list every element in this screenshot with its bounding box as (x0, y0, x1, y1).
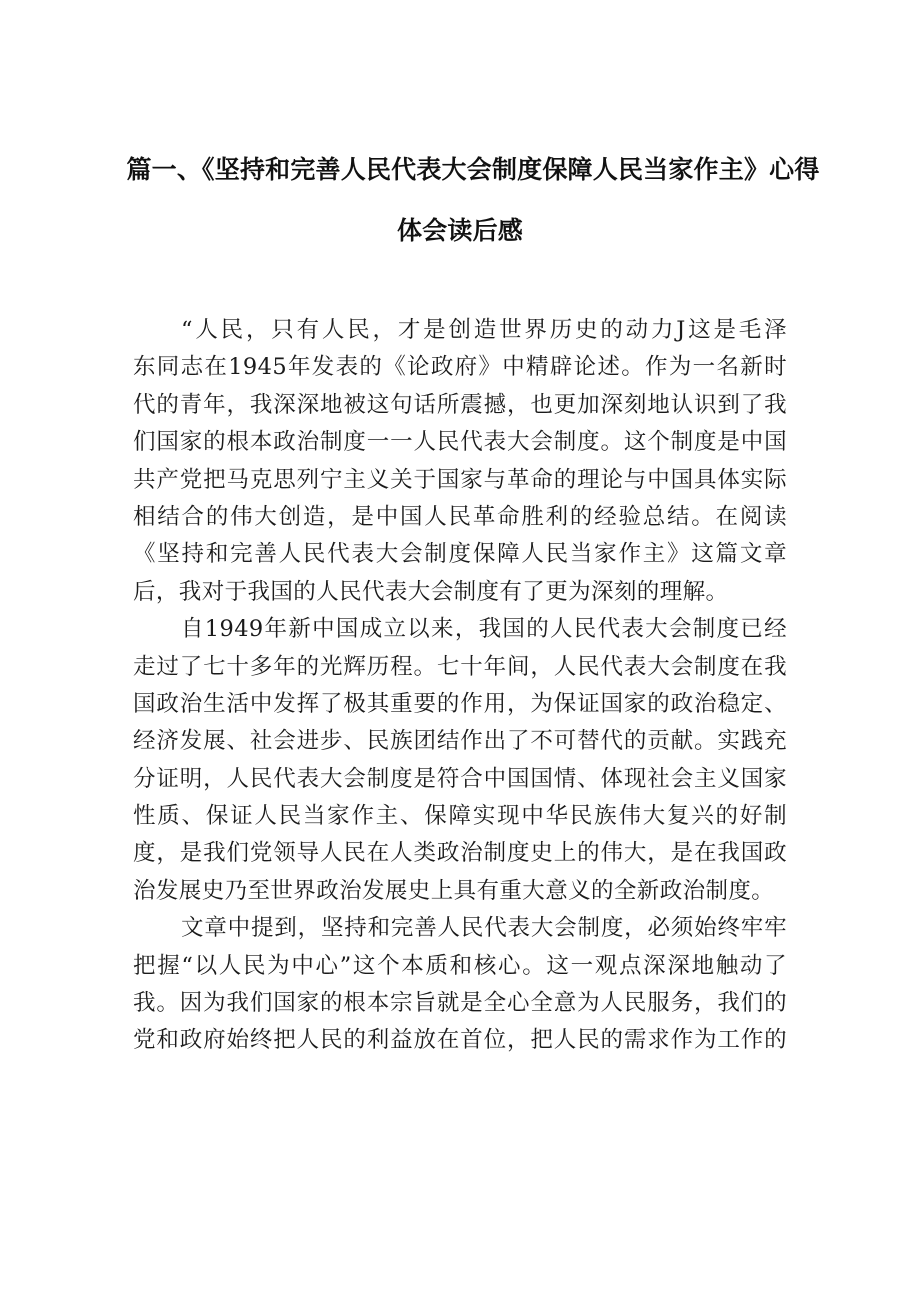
paragraph-1-line: 东同志在1945年发表的《论政府》中精辟论述。作为一名新时 (133, 354, 787, 381)
document-title-line-1: 篇一、《坚持和完善人民代表大会制度保障人民当家作主》心得 (126, 155, 820, 184)
paragraph-3-line: 文章中提到，坚持和完善人民代表大会制度，必须始终牢牢 (181, 915, 787, 942)
paragraph-2-line: 性质、保证人民当家作主、保障实现中华民族伟大复兴的好制 (133, 803, 787, 830)
paragraph-1-line: 后，我对于我国的人民代表大会制度有了更为深刻的理解。 (133, 578, 729, 605)
paragraph-2-line: 自1949年新中国成立以来，我国的人民代表大会制度已经 (181, 616, 787, 643)
document-body (133, 312, 787, 1060)
paragraph-1-line: 相结合的伟大创造，是中国人民革命胜利的经验总结。在阅读 (133, 503, 787, 530)
paragraph-1-line: 共产党把马克思列宁主义关于国家与革命的理论与中国具体实际 (133, 466, 787, 493)
paragraph-1-line: 代的青年，我深深地被这句话所震撼，也更加深刻地认识到了我 (133, 391, 787, 418)
document-title-line-2: 体会读后感 (396, 216, 523, 245)
paragraph-2-line: 国政治生活中发挥了极其重要的作用，为保证国家的政治稳定、 (133, 690, 787, 717)
paragraph-2-line: 经济发展、社会进步、民族团结作出了不可替代的贡献。实践充 (133, 728, 787, 755)
paragraph-3-line: 把握“以人民为中心”这个本质和核心。这一观点深深地触动了 (133, 952, 787, 979)
paragraph-3-line: 我。因为我们国家的根本宗旨就是全心全意为人民服务，我们的 (133, 990, 787, 1017)
paragraph-2-line: 度，是我们党领导人民在人类政治制度史上的伟大，是在我国政 (133, 840, 787, 867)
paragraph-2-line: 走过了七十多年的光辉历程。七十年间，人民代表大会制度在我 (133, 653, 787, 680)
paragraph-3-line: 党和政府始终把人民的利益放在首位，把人民的需求作为工作的 (133, 1027, 787, 1054)
paragraph-2-line: 分证明，人民代表大会制度是符合中国国情、体现社会主义国家 (133, 765, 787, 792)
paragraph-1-line: “人民，只有人民，才是创造世界历史的动力J这是毛泽 (181, 317, 787, 343)
paragraph-2-line: 治发展史乃至世界政治发展史上具有重大意义的全新政治制度。 (133, 877, 775, 904)
paragraph-1-line: 们国家的根本政治制度一一人民代表大会制度。这个制度是中国 (133, 429, 787, 456)
paragraph-1-line: 《坚持和完善人民代表大会制度保障人民当家作主》这篇文章 (133, 541, 787, 568)
